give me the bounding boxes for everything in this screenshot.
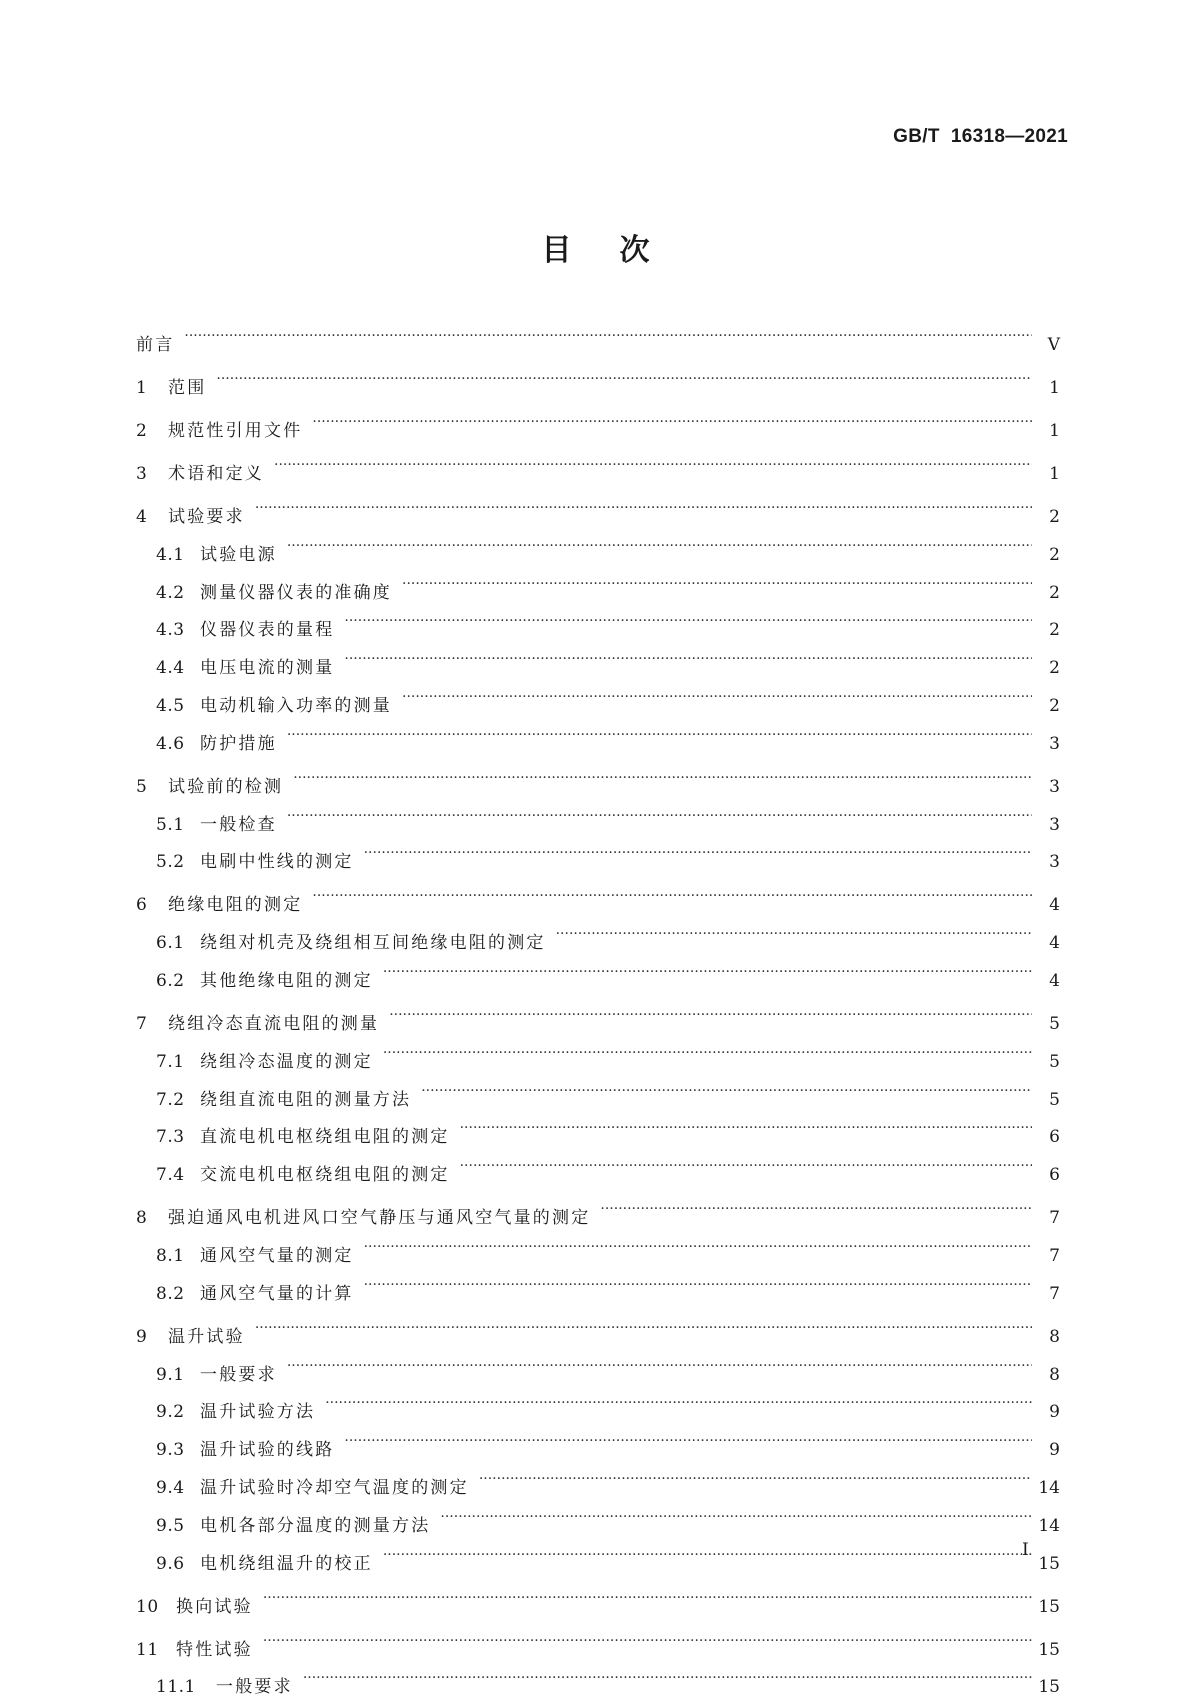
dot-leader	[460, 1125, 1032, 1147]
toc-entry-label: 通风空气量的测定	[200, 1245, 354, 1266]
dot-leader	[274, 462, 1032, 484]
toc-entry[interactable]	[136, 576, 1060, 604]
dot-leader	[287, 813, 1032, 835]
toc-entry-page: 4	[1049, 933, 1060, 954]
dot-leader	[312, 893, 1032, 915]
toc-entry-page: 7	[1049, 1245, 1060, 1266]
toc-entry-page: 6	[1049, 1165, 1060, 1186]
toc-entry-number: 3	[136, 464, 148, 484]
toc-entry-number: 4.1	[156, 544, 185, 565]
toc-entry[interactable]	[136, 1471, 1060, 1499]
toc-entry[interactable]	[136, 1239, 1060, 1267]
toc-entry-page: 2	[1049, 658, 1060, 679]
toc-entry-label: 绕组冷态温度的测定	[200, 1051, 373, 1072]
dot-leader	[421, 1088, 1032, 1110]
toc-entry[interactable]	[136, 689, 1060, 717]
toc-entry-page: 9	[1049, 1440, 1060, 1461]
dot-leader	[255, 1325, 1032, 1347]
toc-entry-label: 特性试验	[176, 1639, 253, 1660]
toc-entry-number: 7.3	[156, 1127, 185, 1148]
toc-entry[interactable]	[136, 1395, 1060, 1423]
dot-leader	[216, 376, 1032, 398]
toc-entry[interactable]	[136, 414, 1060, 442]
toc-entry-page: 15	[1038, 1553, 1060, 1574]
toc-entry[interactable]	[136, 1358, 1060, 1386]
toc-entry-label: 强迫通风电机进风口空气静压与通风空气量的测定	[168, 1208, 591, 1229]
toc-entry-number: 5.1	[156, 814, 185, 835]
toc-entry-label: 仪器仪表的量程	[200, 620, 335, 641]
dot-leader	[402, 581, 1032, 603]
dot-leader	[383, 1050, 1032, 1072]
toc-entry-page: 4	[1049, 895, 1060, 916]
toc-entry-label: 前言	[136, 335, 175, 355]
dot-leader	[344, 1438, 1032, 1460]
dot-leader	[303, 1675, 1032, 1697]
toc-entry[interactable]	[136, 926, 1060, 954]
toc-entry-page: 8	[1049, 1364, 1060, 1385]
toc-entry-label: 规范性引用文件	[168, 421, 303, 441]
dot-leader	[263, 1638, 1032, 1660]
dot-leader	[460, 1163, 1032, 1185]
toc-entry-label: 电压电流的测量	[200, 658, 335, 679]
page-title: 目次	[541, 233, 698, 268]
dot-leader	[402, 694, 1032, 716]
toc-entry[interactable]	[136, 1509, 1060, 1537]
dot-leader	[255, 505, 1032, 527]
dot-leader	[389, 1012, 1032, 1034]
toc-entry-number: 9.2	[156, 1402, 185, 1423]
toc-entry-page: 1	[1049, 421, 1060, 441]
toc-entry[interactable]	[136, 1590, 1060, 1618]
toc-entry-label: 试验电源	[200, 544, 277, 565]
dot-leader	[440, 1514, 1032, 1536]
dot-leader	[383, 969, 1032, 991]
toc-entry-page: 8	[1049, 1326, 1060, 1347]
toc-entry-label: 测量仪器仪表的准确度	[200, 582, 392, 603]
toc-entry-page: 7	[1049, 1283, 1060, 1304]
toc-entry-number: 4.4	[156, 658, 185, 679]
toc-entry[interactable]	[136, 727, 1060, 755]
dot-leader	[364, 1282, 1032, 1304]
toc-entry-page: 7	[1049, 1208, 1060, 1229]
toc-entry-page: V	[1047, 335, 1060, 355]
toc-entry[interactable]	[136, 1547, 1060, 1575]
toc-entry-label: 温升试验时冷却空气温度的测定	[200, 1477, 469, 1498]
toc-entry-label: 范围	[168, 378, 207, 398]
toc-entry-label: 温升试验的线路	[200, 1440, 335, 1461]
toc-entry[interactable]	[136, 1007, 1060, 1035]
toc-entry-label: 交流电机电枢绕组电阻的测定	[200, 1165, 450, 1186]
toc-entry-page: 15	[1038, 1639, 1060, 1660]
toc-entry-number: 11	[136, 1639, 159, 1660]
toc-entry[interactable]	[136, 888, 1060, 916]
toc-entry-number: 4.2	[156, 582, 185, 603]
dot-leader	[287, 732, 1032, 754]
toc-entry-label: 电动机输入功率的测量	[200, 695, 392, 716]
toc-entry[interactable]	[136, 371, 1060, 399]
dot-leader	[479, 1476, 1032, 1498]
toc-entry[interactable]	[136, 1633, 1060, 1661]
toc-entry-page: 2	[1049, 582, 1060, 603]
toc-entry-page: 2	[1049, 544, 1060, 565]
toc-entry-number: 8.2	[156, 1283, 185, 1304]
standard-code: GB/T 16318—2021	[893, 126, 1068, 147]
dot-leader	[364, 850, 1032, 872]
toc-entry-page: 9	[1049, 1402, 1060, 1423]
dot-leader	[293, 775, 1032, 797]
toc-entry-number: 11.1	[156, 1677, 196, 1698]
toc-entry-page: 15	[1038, 1677, 1060, 1698]
toc-entry-number: 5.2	[156, 852, 185, 873]
toc-entry-number: 6.1	[156, 933, 185, 954]
toc-entry-number: 5	[136, 776, 148, 797]
toc-entry-page: 3	[1049, 814, 1060, 835]
toc-entry[interactable]	[136, 1083, 1060, 1111]
toc-entry[interactable]	[136, 613, 1060, 641]
toc-entry-number: 6	[136, 895, 148, 916]
dot-leader	[312, 419, 1032, 441]
toc-entry-number: 7.1	[156, 1051, 185, 1072]
toc-entry[interactable]	[136, 845, 1060, 873]
dot-leader	[600, 1206, 1032, 1228]
dot-leader	[364, 1244, 1032, 1266]
toc-entry-page: 1	[1049, 378, 1060, 398]
toc-entry[interactable]	[136, 1277, 1060, 1305]
table-of-contents	[136, 328, 1060, 1698]
toc-entry-page: 2	[1049, 620, 1060, 641]
toc-entry-label: 换向试验	[176, 1596, 253, 1617]
toc-entry-label: 电机各部分温度的测量方法	[200, 1515, 431, 1536]
dot-leader	[287, 1363, 1032, 1385]
toc-entry-number: 1	[136, 378, 148, 398]
toc-entry[interactable]	[136, 1670, 1060, 1698]
toc-entry-number: 7.2	[156, 1089, 185, 1110]
toc-entry-label: 温升试验方法	[200, 1402, 316, 1423]
toc-entry-number: 10	[136, 1596, 159, 1617]
dot-leader	[556, 931, 1032, 953]
toc-entry-label: 电机绕组温升的校正	[200, 1553, 373, 1574]
toc-entry-label: 绝缘电阻的测定	[168, 895, 303, 916]
toc-entry-page: 14	[1038, 1515, 1060, 1536]
dot-leader	[287, 543, 1032, 565]
toc-entry-label: 绕组冷态直流电阻的测量	[168, 1013, 380, 1034]
toc-entry-number: 9.6	[156, 1553, 185, 1574]
toc-entry-number: 4.6	[156, 733, 185, 754]
toc-entry[interactable]	[136, 500, 1060, 528]
toc-entry[interactable]	[136, 538, 1060, 566]
dot-leader	[344, 618, 1032, 640]
dot-leader	[325, 1400, 1032, 1422]
toc-entry-number: 8	[136, 1208, 148, 1229]
toc-entry-number: 9.5	[156, 1515, 185, 1536]
toc-entry-page: 4	[1049, 970, 1060, 991]
toc-entry-label: 通风空气量的计算	[200, 1283, 354, 1304]
toc-entry-page: 5	[1049, 1051, 1060, 1072]
toc-entry-label: 绕组对机壳及绕组相互间绝缘电阻的测定	[200, 933, 546, 954]
toc-entry-number: 8.1	[156, 1245, 185, 1266]
toc-entry-number: 9.3	[156, 1440, 185, 1461]
toc-entry-page: 5	[1049, 1013, 1060, 1034]
toc-entry-page: 5	[1049, 1089, 1060, 1110]
toc-entry-page: 15	[1038, 1596, 1060, 1617]
toc-entry-page: 3	[1049, 776, 1060, 797]
toc-entry-label: 一般要求	[216, 1677, 293, 1698]
toc-entry-label: 试验要求	[168, 507, 245, 527]
toc-entry-page: 3	[1049, 733, 1060, 754]
toc-entry-page: 2	[1049, 695, 1060, 716]
toc-entry-number: 9.4	[156, 1477, 185, 1498]
toc-entry-number: 4	[136, 507, 148, 527]
toc-entry[interactable]	[136, 808, 1060, 836]
toc-entry[interactable]	[136, 770, 1060, 798]
toc-entry-page: 2	[1049, 507, 1060, 527]
toc-entry-number: 2	[136, 421, 148, 441]
toc-entry-number: 4.3	[156, 620, 185, 641]
dot-leader	[184, 333, 1032, 355]
toc-entry-label: 温升试验	[168, 1326, 245, 1347]
toc-entry-number: 7	[136, 1013, 148, 1034]
toc-entry-label: 绕组直流电阻的测量方法	[200, 1089, 412, 1110]
dot-leader	[263, 1595, 1032, 1617]
toc-entry-page: 14	[1038, 1477, 1060, 1498]
toc-entry[interactable]	[136, 457, 1060, 485]
toc-entry-label: 术语和定义	[168, 464, 264, 484]
footer-page-number: I	[1022, 1540, 1029, 1560]
toc-entry[interactable]	[136, 1320, 1060, 1348]
toc-entry-label: 一般检查	[200, 814, 277, 835]
toc-entry-label: 其他绝缘电阻的测定	[200, 970, 373, 991]
toc-entry[interactable]	[136, 328, 1060, 356]
toc-entry[interactable]	[136, 651, 1060, 679]
toc-entry[interactable]	[136, 964, 1060, 992]
toc-entry[interactable]	[136, 1158, 1060, 1186]
toc-entry-number: 9	[136, 1326, 148, 1347]
toc-entry-label: 电刷中性线的测定	[200, 852, 354, 873]
toc-entry[interactable]	[136, 1433, 1060, 1461]
toc-entry-number: 4.5	[156, 695, 185, 716]
toc-entry-label: 一般要求	[200, 1364, 277, 1385]
toc-entry[interactable]	[136, 1201, 1060, 1229]
toc-entry-page: 3	[1049, 852, 1060, 873]
toc-entry-label: 直流电机电枢绕组电阻的测定	[200, 1127, 450, 1148]
toc-entry[interactable]	[136, 1120, 1060, 1148]
toc-entry-page: 6	[1049, 1127, 1060, 1148]
toc-entry-number: 9.1	[156, 1364, 185, 1385]
toc-entry-page: 1	[1049, 464, 1060, 484]
toc-entry[interactable]	[136, 1045, 1060, 1073]
dot-leader	[344, 656, 1032, 678]
toc-entry-label: 防护措施	[200, 733, 277, 754]
toc-entry-number: 6.2	[156, 970, 185, 991]
toc-entry-label: 试验前的检测	[168, 776, 284, 797]
dot-leader	[383, 1552, 1032, 1574]
toc-entry-number: 7.4	[156, 1165, 185, 1186]
